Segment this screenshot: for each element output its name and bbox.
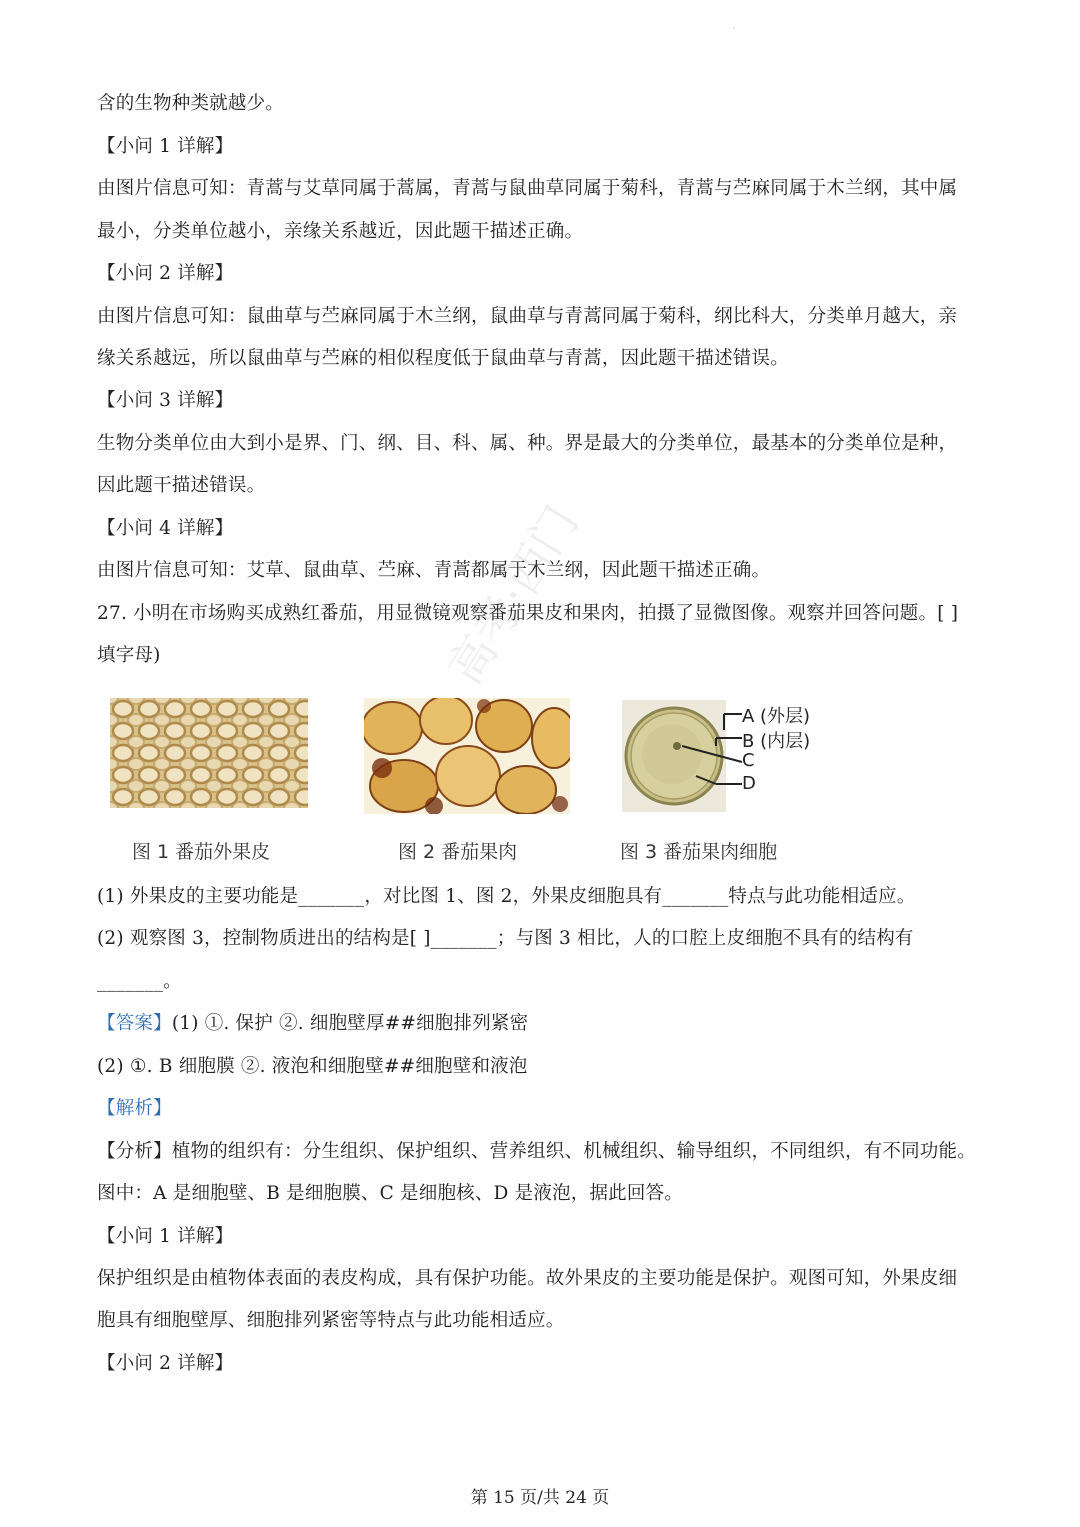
text-line: 因此题干描述错误。 (97, 475, 266, 496)
section-heading: 【小问 2 详解】 (97, 1353, 234, 1374)
analysis-label: 【解析】 (97, 1098, 172, 1119)
figure-2-flesh-image (364, 698, 570, 814)
answer-line-1 (97, 1011, 528, 1037)
section-heading: 【小问 2 详解】 (97, 263, 234, 284)
section-heading: 【小问 4 详解】 (97, 518, 234, 539)
text-line: 由图片信息可知：艾草、鼠曲草、苎麻、青蒿都属于木兰纲，因此题干描述正确。 (97, 560, 771, 581)
question-27-part-2-cont: _______。 (97, 971, 182, 992)
section-heading: 【小问 1 详解】 (97, 1226, 234, 1247)
question-27-part-1: (1) 外果皮的主要功能是_______，对比图 1、图 2，外果皮细胞具有_______特点与此功能相适应。 (97, 886, 916, 907)
text-line: 由图片信息可知：青蒿与艾草同属于蒿属，青蒿与鼠曲草同属于菊科，青蒿与苎麻同属于木兰纲，其中属 (97, 178, 958, 199)
text-line: 含的生物种类就越少。 (97, 93, 285, 114)
answer-part-2: (2) ①. B 细胞膜 ②. 液泡和细胞壁##细胞壁和液泡 (97, 1056, 528, 1077)
analysis-line: 保护组织是由植物体表面的表皮构成，具有保护功能。故外果皮的主要功能是保护。观图可知，外果皮细 (97, 1268, 958, 1289)
figure-1-outer-peel-image (110, 698, 308, 808)
question-27-part-2: (2) 观察图 3，控制物质进出的结构是[ ]_______；与图 3 相比，人的口腔上皮细胞不具有的结构有 (97, 928, 914, 949)
text-line: 缘关系越远，所以鼠曲草与苎麻的相似程度低于鼠曲草与青蒿，因此题干描述错误。 (97, 348, 789, 369)
question-27-stem-cont: 填字母) (97, 645, 161, 666)
figure-2-caption: 图 2 番茄果肉 (398, 841, 518, 863)
analysis-line: 胞具有细胞壁厚、细胞排列紧密等特点与此功能相适应。 (97, 1310, 565, 1331)
figure-3-caption: 图 3 番茄果肉细胞 (620, 841, 778, 863)
question-27-stem: 27. 小明在市场购买成熟红番茄，用显微镜观察番茄果皮和果肉，拍摄了显微图像。观察并回答问题。[ ] (97, 603, 959, 624)
text-line: 最小，分类单位越小，亲缘关系越近，因此题干描述正确。 (97, 221, 584, 242)
text-line: 由图片信息可知：鼠曲草与苎麻同属于木兰纲，鼠曲草与青蒿同属于菊科，纲比科大，分类单月越大，亲 (97, 306, 958, 327)
section-heading: 【小问 1 详解】 (97, 136, 234, 157)
page-footer: 第 15 页/共 24 页 (470, 1488, 610, 1508)
watermark: 高考·西门 (437, 496, 589, 694)
figure-3-label-b: B (内层) (742, 731, 811, 752)
analysis-line: 图中：A 是细胞壁、B 是细胞膜、C 是细胞核、D 是液泡，据此回答。 (97, 1183, 683, 1204)
text-line: 生物分类单位由大到小是界、门、纲、目、科、属、种。界是最大的分类单位，最基本的分类单位是种， (97, 433, 958, 454)
answer-label: 【答案】 (97, 1013, 172, 1034)
figure-3-label-d: D (742, 773, 756, 794)
analysis-line: 【分析】植物的组织有：分生组织、保护组织、营养组织、机械组织、输导组织，不同组织，有不同功能。 (97, 1141, 976, 1162)
figure-1-caption: 图 1 番茄外果皮 (132, 841, 271, 863)
answer-part-1: (1) ①. 保护 ②. 细胞壁厚##细胞排列紧密 (171, 1013, 529, 1034)
figure-3-leader-lines (676, 700, 746, 800)
figure-3-label-a: A (外层) (742, 706, 811, 727)
scan-dot: · (733, 24, 736, 33)
figure-3-label-c: C (742, 750, 755, 771)
section-heading: 【小问 3 详解】 (97, 390, 234, 411)
